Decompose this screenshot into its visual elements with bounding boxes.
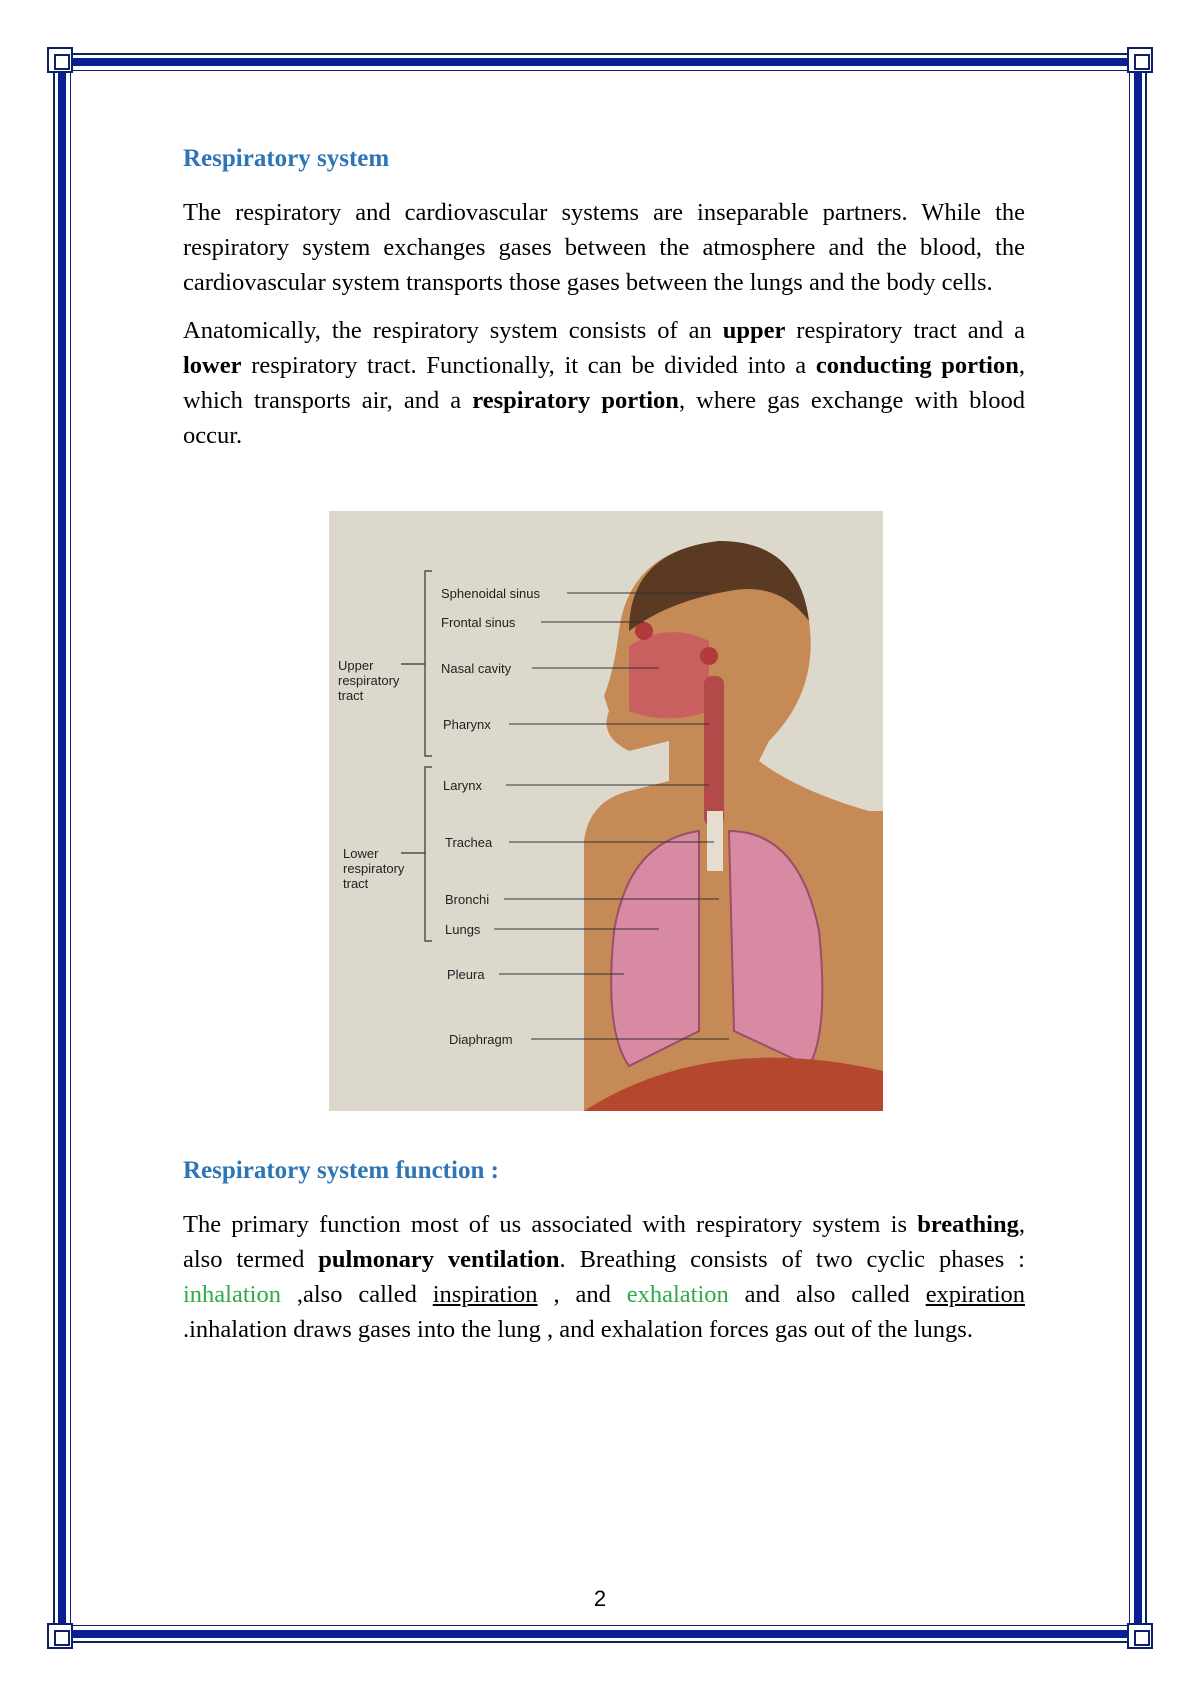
frontal-sinus-shape [635,622,653,640]
label-trachea: Trachea [445,835,493,850]
label-pharynx: Pharynx [443,717,491,732]
heading-respiratory-system: Respiratory system [183,145,390,172]
respiratory-anatomy-figure [329,511,883,1111]
nasal-cavity-region [629,632,709,718]
label-pleura: Pleura [447,967,485,982]
term-respiratory-portion: respiratory portion [472,387,679,414]
corner-ornament-top-left [47,47,73,73]
term-pulmonary-ventilation: pulmonary ventilation [318,1246,560,1273]
corner-ornament-bottom-left [47,1623,73,1649]
pharynx-trachea-shape [704,676,724,826]
sphenoidal-sinus-shape [700,647,718,665]
label-bronchi: Bronchi [445,892,490,907]
label-nasal-cavity: Nasal cavity [441,661,512,676]
label-sphenoidal-sinus: Sphenoidal sinus [441,586,541,601]
paragraph-function: The primary function most of us associated with respiratory system is breathing, also termed pulmonary ventilation. Breathing consists of two cyclic phases : inhalation ,also called inspiration , and exhalation and also called expiration .inhalation draws gases into the lung , and exhalation forces gas out of the lungs. [183,1211,1026,1343]
trachea-rings [707,811,723,871]
label-frontal-sinus: Frontal sinus [441,615,516,630]
term-inhalation: inhalation [183,1281,281,1308]
label-lower-respiratory-tract: Lower respiratory tract [343,846,405,891]
term-upper: upper [722,317,786,344]
term-breathing: breathing [917,1211,1019,1238]
anatomy-illustration [329,511,883,1111]
label-diaphragm: Diaphragm [449,1032,513,1047]
term-exhalation: exhalation [626,1281,729,1308]
section-intro [183,142,1025,453]
label-lungs: Lungs [445,922,481,937]
page-number: 2 [593,1586,607,1611]
corner-ornament-top-right [1127,47,1153,73]
paragraph-intro: The respiratory and cardiovascular systems are inseparable partners. While the respiratory system exchanges gases between the atmosphere and the blood, the cardiovascular system transports those gases between the lungs and the body cells. [183,199,1025,296]
label-larynx: Larynx [443,778,483,793]
paragraph-anatomy: Anatomically, the respiratory system consists of an upper respiratory tract and a lower respiratory tract. Functionally, it can be divided into a conducting portion, which transports air, and a respiratory portion, where gas exchange with blood occur. [183,317,1025,449]
label-upper-respiratory-tract: Upper respiratory tract [338,658,400,703]
corner-ornament-bottom-right [1127,1623,1153,1649]
term-inspiration: inspiration [432,1281,538,1308]
heading-respiratory-system-function: Respiratory system function : [183,1157,499,1184]
term-expiration: expiration [925,1281,1026,1308]
term-conducting-portion: conducting portion [815,352,1019,379]
term-lower: lower [183,352,242,379]
